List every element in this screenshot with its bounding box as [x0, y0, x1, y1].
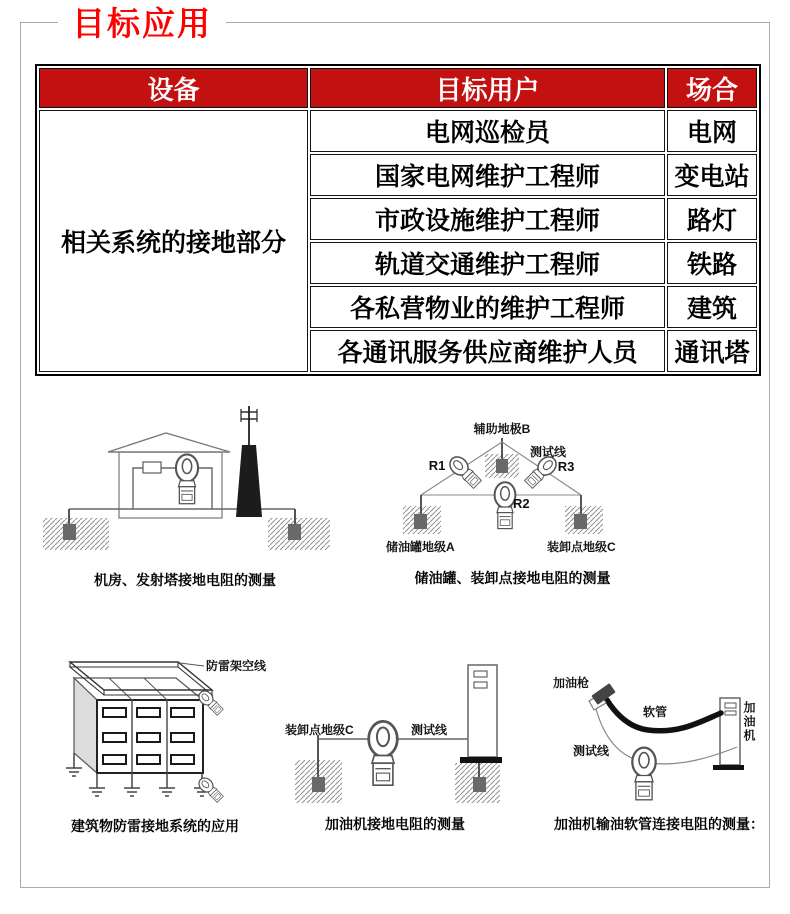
clamp-meter-r1	[446, 453, 483, 490]
machine-room	[119, 452, 222, 518]
label-overhead-line: 防雷架空线	[206, 659, 267, 673]
resistor-box	[143, 462, 161, 473]
col-header-device: 设备	[39, 68, 308, 108]
scene-cell: 建筑	[667, 286, 757, 328]
table-row	[39, 110, 757, 152]
caption-dispenser-ground: 加油机接地电阻的测量	[325, 816, 465, 832]
electrode-a	[414, 514, 427, 529]
electrode-right	[288, 524, 301, 540]
label-fuel-dispenser: 加油机	[742, 701, 756, 743]
dispenser-display-1	[725, 703, 736, 708]
col-header-scene: 场合	[667, 68, 757, 108]
diagram-oil-tank	[385, 402, 725, 562]
dispenser-display-2	[725, 711, 736, 715]
ground-symbol	[89, 773, 105, 796]
clamp-meter	[632, 748, 655, 800]
caption-hose: 加油机输油软管连接电阻的测量：	[554, 816, 764, 832]
dispenser-base	[460, 757, 502, 763]
electrode-right	[473, 777, 486, 792]
fuel-dispenser	[468, 665, 497, 757]
label-r1: R1	[428, 458, 446, 473]
caption-building: 建筑物防雷接地系统的应用	[71, 818, 239, 834]
dispenser-base	[713, 765, 744, 770]
windows	[103, 708, 194, 764]
caption-oil-tank: 储油罐、装卸点接地电阻的测量	[414, 570, 611, 586]
roof	[108, 433, 230, 452]
user-cell: 各通讯服务供应商维护人员	[310, 330, 665, 372]
clamp-meter	[369, 721, 398, 785]
label-loading-ground: 装卸点地级C	[285, 723, 354, 737]
electrode-left	[312, 777, 325, 792]
dispenser-display-1	[474, 671, 487, 677]
electrode-b	[496, 459, 508, 473]
label-fuel-gun: 加油枪	[553, 676, 590, 690]
label-aux-electrode: 辅助地极B	[473, 422, 531, 436]
electrode-left	[63, 524, 76, 540]
diagram-building	[40, 640, 290, 810]
diagram-dispenser-ground	[285, 655, 530, 810]
label-test-line: 测试线	[572, 744, 610, 758]
label-loading-ground: 装卸点地级C	[547, 540, 616, 554]
scene-cell: 通讯塔	[667, 330, 757, 372]
scene-cell: 路灯	[667, 198, 757, 240]
caption-room-tower: 机房、发射塔接地电阻的测量	[94, 572, 276, 588]
transmission-tower	[236, 445, 262, 517]
applications-table	[35, 64, 761, 376]
label-leader-line	[180, 663, 204, 666]
electrode-c	[574, 514, 587, 529]
label-tank-ground: 储油罐地级A	[386, 540, 455, 554]
page-title: 目标应用	[58, 3, 226, 46]
scene-cell: 铁路	[667, 242, 757, 284]
label-test-line: 测试线	[529, 445, 567, 459]
antenna-icon	[241, 406, 257, 445]
user-cell: 电网巡检员	[310, 110, 665, 152]
user-cell: 各私营物业的维护工程师	[310, 286, 665, 328]
label-r3: R3	[557, 459, 575, 474]
label-r2: R2	[513, 496, 530, 511]
scene-cell: 电网	[667, 110, 757, 152]
scene-cell: 变电站	[667, 154, 757, 196]
clamp-meter-bottom	[196, 775, 225, 804]
ground-symbol	[124, 773, 140, 796]
device-cell: 相关系统的接地部分	[39, 110, 308, 372]
table-header-row	[39, 68, 757, 108]
clamp-meter	[176, 454, 198, 503]
label-hose: 软管	[642, 705, 668, 719]
user-cell: 市政设施维护工程师	[310, 198, 665, 240]
user-cell: 国家电网维护工程师	[310, 154, 665, 196]
diagram-room-tower	[35, 400, 335, 560]
label-test-line: 测试线	[410, 723, 448, 737]
dispenser-display-2	[474, 682, 487, 688]
user-cell: 轨道交通维护工程师	[310, 242, 665, 284]
col-header-target-user: 目标用户	[310, 68, 665, 108]
ground-symbol	[159, 773, 175, 796]
